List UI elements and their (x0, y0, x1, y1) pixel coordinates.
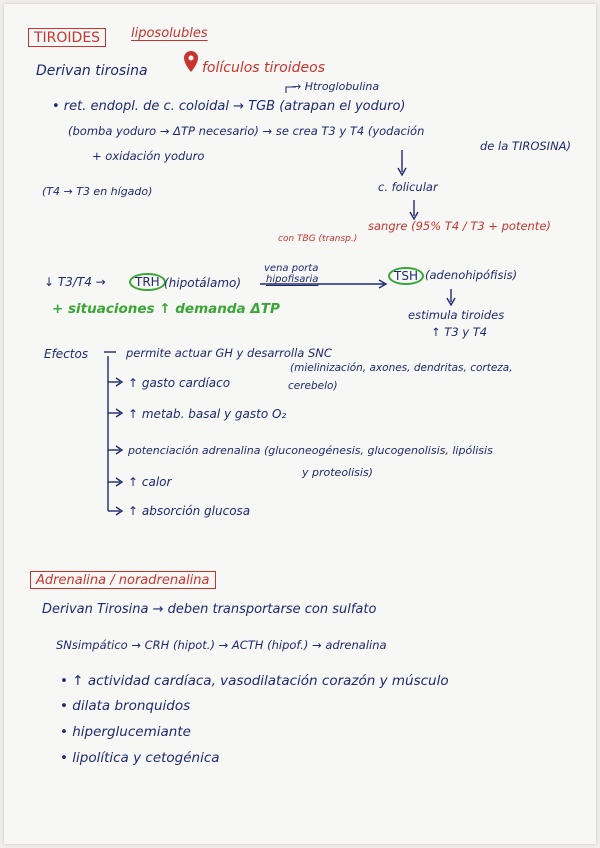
tiroides-line-3: + oxidación yoduro (92, 149, 205, 163)
efecto-3: ↑ metab. basal y gasto O₂ (128, 407, 287, 421)
efecto-4: potenciación adrenalina (gluconeogénesis, glucogenolisis, lipólisis (128, 444, 493, 457)
efecto-4b: y proteolisis) (302, 466, 373, 479)
c-folicular-label: c. folicular (378, 180, 438, 194)
estimula-label: estimula tiroides (408, 308, 505, 322)
efecto-2: ↑ gasto cardíaco (128, 376, 231, 390)
efecto-5: ↑ calor (128, 475, 172, 489)
adrenalina-pathway: SNsimpático → CRH (hipot.) → ACTH (hipof.) → adrenalina (56, 638, 387, 652)
feedback-start: ↓ T3/T4 → (44, 275, 106, 289)
adrenalina-bullet-3: • hiperglucemiante (60, 724, 191, 740)
adrenalina-bullet-2: • dilata bronquidos (60, 698, 191, 714)
vena-porta-label: vena porta (264, 263, 319, 274)
situaciones-note: + situaciones ↑ demanda ΔTP (52, 301, 280, 317)
hipofisaria-label: hipofisaria (266, 274, 319, 285)
tbg-note: con TBG (transp.) (278, 234, 358, 244)
t3t4-up-label: ↑ T3 y T4 (431, 325, 488, 339)
tiroides-line-2b: de la TIROSINA) (480, 139, 572, 153)
trh-label: TRH (129, 273, 166, 291)
sangre-label: sangre (95% T4 / T3 + potente) (368, 219, 551, 233)
hipotalamo-label: (hipotálamo) (164, 276, 242, 290)
tiroides-line-1: • ret. endopl. de c. coloidal → TGB (atrapan el yoduro) (52, 99, 406, 114)
efectos-label: Efectos (44, 347, 89, 361)
section-subtitle: liposolubles (131, 26, 208, 41)
adrenalina-bullet-4: • lipolítica y cetogénica (60, 750, 220, 766)
section-title-adrenalina: Adrenalina / noradrenalina (30, 571, 216, 589)
tsh-circled (388, 267, 424, 285)
adenohipofisis-label: (adenohipófisis) (425, 268, 518, 282)
follicles-label: folículos tiroideos (202, 60, 325, 76)
adrenalina-origin: Derivan Tirosina → deben transportarse con sulfato (42, 602, 377, 617)
efecto-1: permite actuar GH y desarrolla SNC (126, 346, 332, 360)
map-pin-icon (184, 51, 198, 72)
tiroides-line-2: (bomba yoduro → ΔTP necesario) → se crea T3 y T4 (yodación (68, 124, 425, 138)
efecto-1c: cerebelo) (288, 380, 338, 392)
t4-t3-note: (T4 → T3 en hígado) (42, 185, 153, 198)
hiroglobulina-note: → Htroglobulina (292, 80, 380, 93)
origin-line: Derivan tirosina (36, 63, 148, 79)
trh-circled (129, 273, 166, 291)
efecto-1b: (mielinización, axones, dendritas, corteza, (290, 362, 513, 374)
tsh-label: TSH (388, 267, 424, 285)
adrenalina-bullet-1: • ↑ actividad cardíaca, vasodilatación corazón y músculo (60, 673, 449, 689)
section-title-tiroides: TIROIDES (28, 28, 106, 47)
efecto-6: ↑ absorción glucosa (128, 504, 251, 518)
